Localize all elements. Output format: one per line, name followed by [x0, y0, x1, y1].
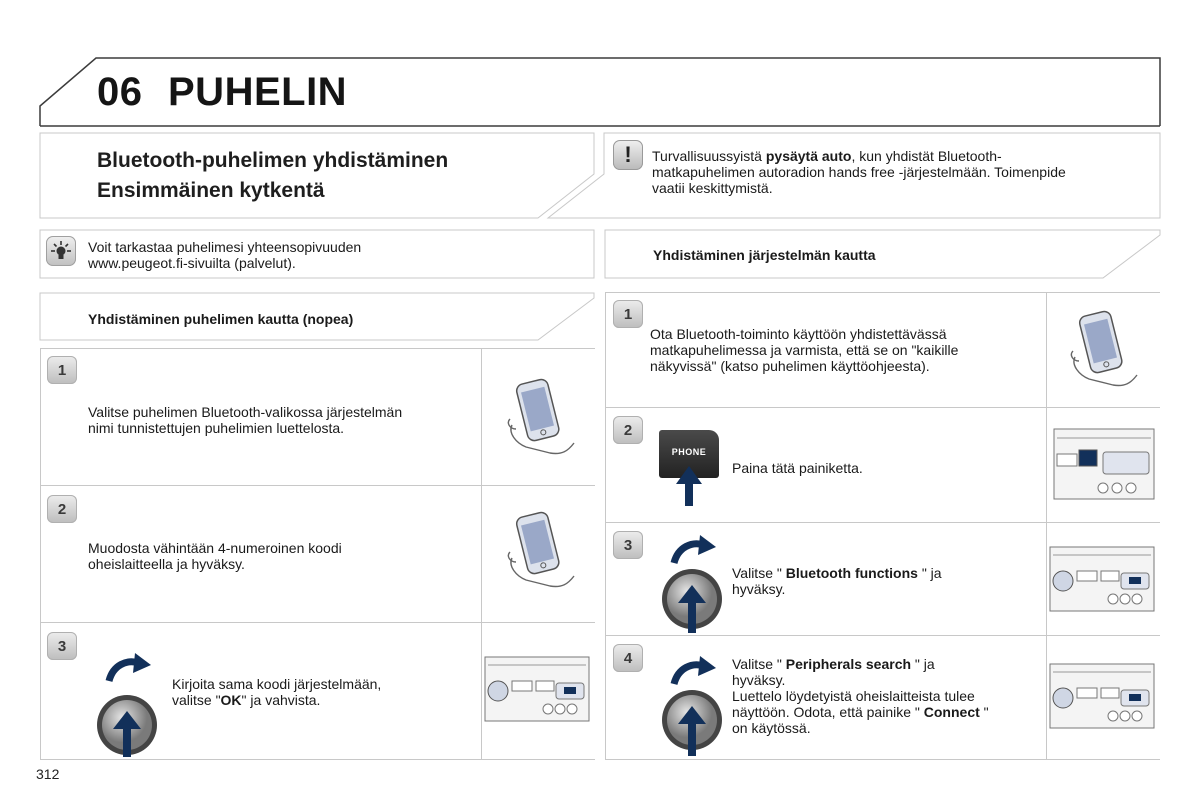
warning-exclamation-icon: ! — [613, 140, 643, 170]
car-radio-phone-button-icon — [1053, 428, 1155, 500]
car-radio-image — [1046, 523, 1160, 635]
car-radio-icon — [484, 653, 592, 725]
right-step-3 — [605, 522, 1160, 636]
phone-in-hand-icon — [1065, 309, 1145, 389]
car-radio-icon — [1049, 660, 1157, 732]
right-step-4 — [605, 635, 1160, 760]
tip-note-text: Voit tarkastaa puhelimesi yhteensopivuuden www.peugeot.fi-sivuilta (palvelut). — [88, 239, 362, 271]
section-title-line1: Bluetooth-puhelimen yhdistäminen — [97, 149, 449, 172]
left-step-1-text: Valitse puhelimen Bluetooth-valikossa järjestelmän nimi tunnistettujen puhelimien luettelosta. — [88, 404, 403, 436]
step-number-badge: 1 — [613, 300, 643, 328]
hand-holding-phone-image — [1046, 293, 1160, 407]
step-number-badge: 2 — [613, 416, 643, 444]
page-number: 312 — [36, 766, 60, 782]
press-arrow-icon — [676, 466, 702, 506]
right-column-heading: Yhdistäminen järjestelmän kautta — [653, 247, 876, 263]
step-number-badge: 1 — [47, 356, 77, 384]
right-step-4-text: Valitse " Peripherals search " ja hyväksy. Luettelo löydetyistä oheislaitteista tulee näyttöön. Odota, että painike " Connect " on käytössä. — [732, 656, 989, 736]
hand-holding-phone-image — [481, 486, 595, 622]
left-step-1 — [40, 348, 595, 486]
rotary-knob-turn-press-icon — [656, 529, 736, 637]
right-step-3-text: Valitse " Bluetooth functions " ja hyväksy. — [732, 565, 942, 597]
chapter-title: PUHELIN — [168, 70, 348, 114]
right-step-1 — [605, 292, 1160, 408]
phone-button-icon: PHONE — [659, 430, 719, 478]
car-radio-icon — [1049, 543, 1157, 615]
step-number-badge: 2 — [47, 495, 77, 523]
step-number-badge: 3 — [47, 632, 77, 660]
safety-note-text: Turvallisuussyistä pysäytä auto, kun yhdistät Bluetooth- matkapuhelimen autoradion hands free -järjestelmään. Toimenpide vaatii keskittymistä. — [652, 148, 1066, 196]
left-step-2-text: Muodosta vähintään 4-numeroinen koodi oheislaitteella ja hyväksy. — [88, 540, 342, 572]
step-number-badge: 3 — [613, 531, 643, 559]
hand-holding-phone-image — [481, 349, 595, 485]
phone-in-hand-icon — [502, 377, 582, 457]
rotary-knob-turn-press-icon — [656, 650, 736, 760]
section-title-line2: Ensimmäinen kytkentä — [97, 179, 325, 202]
car-radio-image — [1046, 636, 1160, 759]
left-column-heading: Yhdistäminen puhelimen kautta (nopea) — [88, 311, 354, 327]
left-step-3 — [40, 622, 595, 760]
right-step-2-text: Paina tätä painiketta. — [732, 460, 863, 476]
right-step-1-text: Ota Bluetooth-toiminto käyttöön yhdistettävässä matkapuhelimessa ja varmista, että se on "kaikille näkyvissä" (katso puhelimen käyttöohjeesta). — [650, 326, 959, 374]
chapter-number: 06 — [97, 70, 143, 114]
right-step-2 — [605, 407, 1160, 523]
left-step-3-text: Kirjoita sama koodi järjestelmään, valitse "OK" ja vahvista. — [172, 676, 382, 708]
step-number-badge: 4 — [613, 644, 643, 672]
phone-in-hand-icon — [502, 510, 582, 590]
light-bulb-icon — [46, 236, 76, 266]
left-step-2 — [40, 485, 595, 623]
car-radio-image — [481, 623, 595, 759]
car-radio-image — [1046, 408, 1160, 522]
rotary-knob-turn-press-icon — [91, 643, 171, 758]
